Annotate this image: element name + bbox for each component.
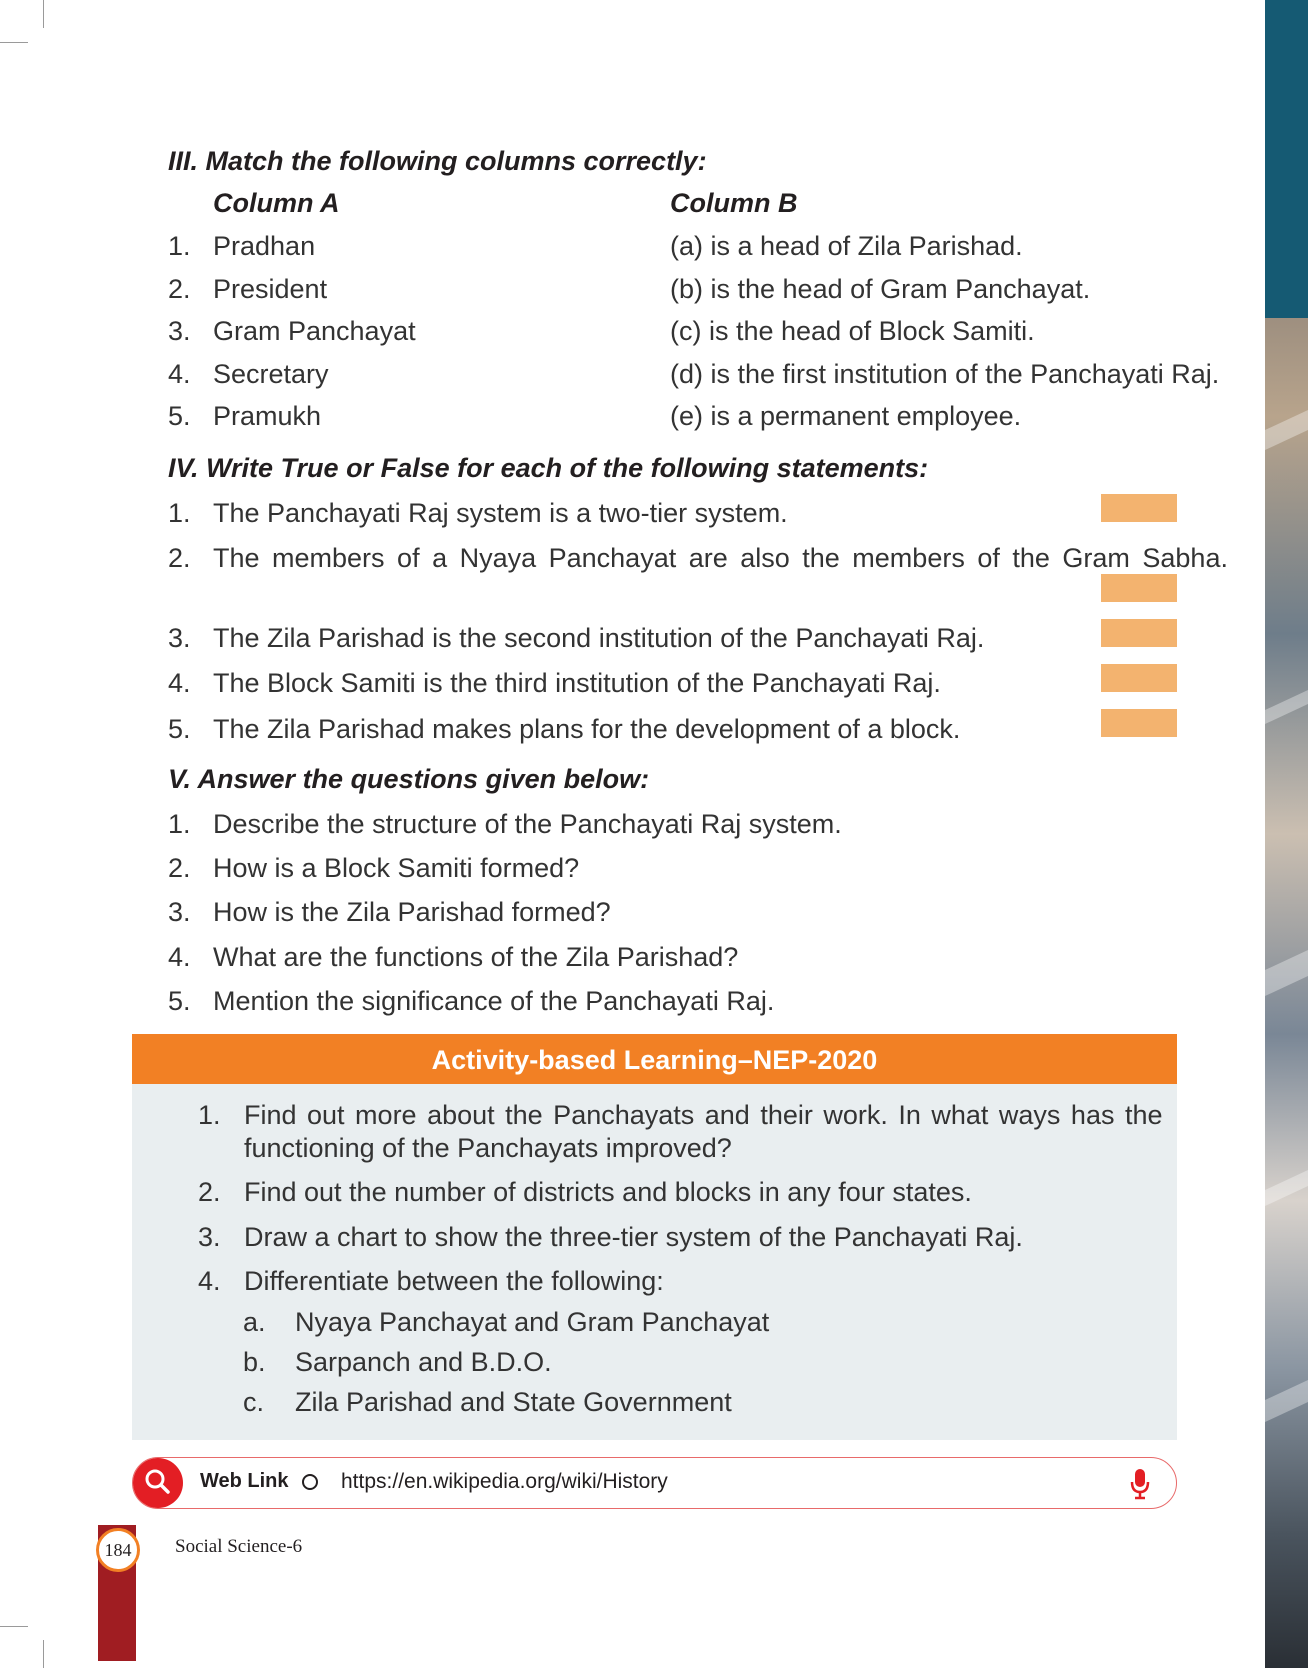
statement-row [168, 543, 1228, 574]
item-number: 3. [198, 1222, 221, 1252]
web-link-label: Web Link [200, 1470, 289, 1492]
statement-text: The Block Samiti is the third institution of the Panchayati Raj. [213, 668, 941, 698]
item-number: 4. [168, 942, 191, 972]
statement-text: The Panchayati Raj system is a two-tier system. [213, 498, 788, 528]
answer-box[interactable] [1101, 619, 1177, 647]
match-row [168, 231, 1023, 262]
item-number: 1. [168, 498, 191, 528]
item-number: 2. [168, 274, 191, 304]
activity-item-continued [198, 1133, 732, 1164]
decorative-side-band [1265, 0, 1308, 318]
activity-title: Activity-based Learning–NEP-2020 [132, 1034, 1177, 1084]
match-row [168, 359, 1220, 390]
activity-sub-item [243, 1347, 552, 1378]
column-b-item: (b) is the head of Gram Panchayat. [670, 274, 1091, 304]
crop-mark [43, 1640, 44, 1668]
question-text: Mention the significance of the Panchayati Raj. [213, 986, 775, 1016]
section-heading-true-false: IV. Write True or False for each of the following statements: [168, 453, 929, 483]
column-a-item: Secretary [213, 359, 329, 389]
activity-sub-text: Nyaya Panchayat and Gram Panchayat [295, 1307, 770, 1337]
statement-row [168, 668, 941, 699]
statement-text: The Zila Parishad is the second institution of the Panchayati Raj. [213, 623, 985, 653]
crop-mark [0, 1626, 28, 1627]
column-a-item: President [213, 274, 328, 304]
question-row [168, 809, 842, 840]
bullet-circle-icon [302, 1474, 318, 1490]
question-text: Describe the structure of the Panchayati Raj system. [213, 809, 842, 839]
statement-row [168, 498, 788, 529]
activity-item [198, 1100, 1163, 1131]
activity-text: Draw a chart to show the three-tier system of the Panchayati Raj. [244, 1222, 1023, 1252]
item-number: 3. [168, 316, 191, 346]
activity-sub-text: Zila Parishad and State Government [295, 1387, 732, 1417]
statement-row [168, 623, 984, 654]
answer-box[interactable] [1101, 494, 1177, 522]
crop-mark [43, 0, 44, 28]
item-number: 4. [198, 1266, 221, 1296]
item-number: 1. [198, 1100, 221, 1130]
column-b-item: (e) is a permanent employee. [670, 401, 1022, 431]
question-row [168, 853, 579, 884]
activity-item [198, 1222, 1023, 1253]
search-icon[interactable] [133, 1458, 183, 1508]
answer-box[interactable] [1101, 709, 1177, 737]
activity-item [198, 1177, 972, 1208]
activity-text: functioning of the Panchayats improved? [244, 1133, 732, 1163]
activity-text: Find out the number of districts and blocks in any four states. [244, 1177, 972, 1207]
question-text: How is the Zila Parishad formed? [213, 897, 611, 927]
item-number: 2. [168, 543, 191, 573]
web-link-url[interactable]: https://en.wikipedia.org/wiki/History [341, 1470, 668, 1493]
item-letter: c. [243, 1387, 265, 1417]
activity-item [198, 1266, 664, 1297]
question-row [168, 986, 774, 1017]
column-b-item: (d) is the first institution of the Panchayati Raj. [670, 359, 1220, 389]
item-letter: a. [243, 1307, 266, 1337]
microphone-icon[interactable] [1129, 1467, 1151, 1506]
column-a-header: Column A [213, 188, 340, 218]
crop-mark [0, 42, 28, 43]
item-number: 5. [168, 714, 191, 744]
statement-text: The members of a Nyaya Panchayat are also the members of the Gram Sabha. [213, 543, 1228, 573]
activity-sub-item [243, 1387, 732, 1418]
item-number: 2. [198, 1177, 221, 1207]
statement-text: The Zila Parishad makes plans for the development of a block. [213, 714, 961, 744]
item-number: 3. [168, 623, 191, 653]
item-letter: b. [243, 1347, 266, 1377]
column-a-item: Pradhan [213, 231, 316, 261]
answer-box[interactable] [1101, 574, 1177, 602]
activity-sub-item [243, 1307, 769, 1338]
item-number: 5. [168, 986, 191, 1016]
activity-sub-text: Sarpanch and B.D.O. [295, 1347, 552, 1377]
question-text: How is a Block Samiti formed? [213, 853, 580, 883]
book-title: Social Science-6 [175, 1536, 303, 1557]
question-row [168, 897, 611, 928]
item-number: 4. [168, 359, 191, 389]
statement-row [168, 714, 960, 745]
item-number: 3. [168, 897, 191, 927]
web-link-bar[interactable] [132, 1457, 1177, 1509]
item-number: 1. [168, 231, 191, 261]
item-number: 4. [168, 668, 191, 698]
match-row [168, 316, 1035, 347]
column-headers [168, 188, 798, 219]
activity-text: Find out more about the Panchayats and their work. In what ways has the [244, 1100, 1163, 1130]
column-a-item: Gram Panchayat [213, 316, 416, 346]
column-b-item: (c) is the head of Block Samiti. [670, 316, 1035, 346]
activity-text: Differentiate between the following: [244, 1266, 664, 1296]
answer-box[interactable] [1101, 664, 1177, 692]
question-row [168, 942, 738, 973]
section-heading-questions: V. Answer the questions given below: [168, 764, 650, 794]
section-heading-match: III. Match the following columns correctly: [168, 146, 707, 176]
item-number: 5. [168, 401, 191, 431]
item-number: 1. [168, 809, 191, 839]
match-row [168, 274, 1091, 305]
item-number: 2. [168, 853, 191, 883]
column-b-header: Column B [670, 188, 798, 218]
column-a-item: Pramukh [213, 401, 322, 431]
question-text: What are the functions of the Zila Parishad? [213, 942, 739, 972]
page-number: 184 [96, 1528, 140, 1572]
column-b-item: (a) is a head of Zila Parishad. [670, 231, 1023, 261]
match-row [168, 401, 1022, 432]
